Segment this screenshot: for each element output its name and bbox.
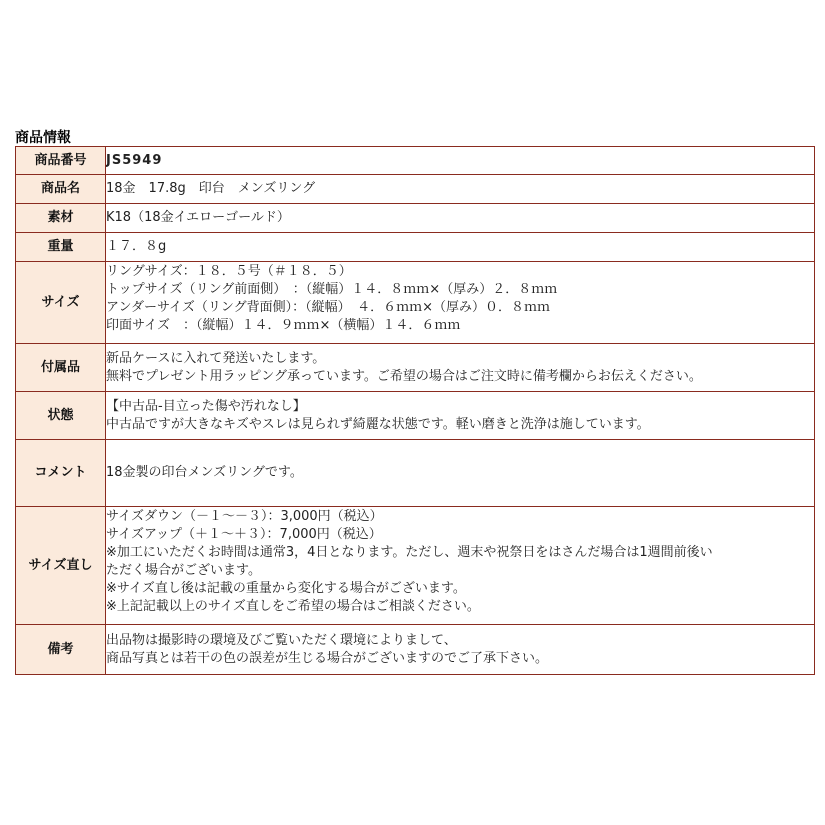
- row-value: [106, 440, 815, 507]
- resize-line: ※サイズ直し後は記載の重量から変化する場合がございます。: [106, 581, 466, 596]
- table-row: [16, 507, 815, 625]
- material: K18（18金イエローゴールド）: [106, 210, 290, 225]
- table-row: [16, 233, 815, 262]
- comment: 18金製の印台メンズリングです。: [106, 465, 303, 480]
- product-number: JS5949: [106, 152, 163, 168]
- resize-line: サイズダウン（－１～－３）：3,000円（税込）: [106, 509, 383, 524]
- table-row: [16, 625, 815, 675]
- table-row: [16, 392, 815, 440]
- row-value: [106, 233, 815, 262]
- row-label: 重量: [16, 233, 106, 262]
- note-line: 出品物は撮影時の環境及びご覧いただく環境によりまして、: [106, 632, 457, 648]
- accessory-line: 新品ケースに入れて発送いたします。: [106, 350, 326, 366]
- row-label: サイズ直し: [16, 507, 106, 625]
- top-size: トップサイズ（リング前面側） ：（縦幅）１４．８ｍｍ×（厚み）２．８ｍｍ: [106, 282, 558, 297]
- section-title: 商品情報: [15, 130, 71, 146]
- row-value: [106, 625, 815, 675]
- resize-line: ただく場合がございます。: [106, 563, 261, 578]
- row-value: [106, 204, 815, 233]
- row-label: 状態: [16, 392, 106, 440]
- table-row: [16, 175, 815, 204]
- row-label: 商品名: [16, 175, 106, 204]
- resize-line: サイズアップ（＋１～＋３）：7,000円（税込）: [106, 527, 382, 542]
- product-info-table: [15, 146, 815, 675]
- face-size: 印面サイズ ：（縦幅）１４．９ｍｍ×（横幅）１４．６ｍｍ: [106, 318, 461, 333]
- row-label: サイズ: [16, 262, 106, 344]
- condition-line: 中古品ですが大きなキズやスレは見られず綺麗な状態です。軽い磨きと洗浄は施しています。: [106, 416, 650, 432]
- row-value: [106, 507, 815, 625]
- row-label: 素材: [16, 204, 106, 233]
- weight: １７．８g: [106, 239, 167, 254]
- row-value: [106, 392, 815, 440]
- row-label: 付属品: [16, 344, 106, 392]
- condition-line: 【中古品-目立った傷や汚れなし】: [106, 398, 306, 414]
- table-row: [16, 262, 815, 344]
- resize-line: ※上記記載以上のサイズ直しをご希望の場合はご相談ください。: [106, 599, 480, 614]
- under-size: アンダーサイズ（リング背面側）：（縦幅） ４．６ｍｍ×（厚み）０．８ｍｍ: [106, 300, 551, 315]
- note-line: 商品写真とは若干の色の誤差が生じる場合がございますのでご了承下さい。: [106, 650, 549, 666]
- row-value: [106, 262, 815, 344]
- row-value: [106, 175, 815, 204]
- table-row: [16, 344, 815, 392]
- table-row: [16, 147, 815, 175]
- row-label: 備考: [16, 625, 106, 675]
- row-value: [106, 344, 815, 392]
- accessory-line: 無料でプレゼント用ラッピング承っています。ご希望の場合はご注文時に備考欄からお伝えください。: [106, 368, 702, 384]
- row-label: 商品番号: [16, 147, 106, 175]
- row-label: コメント: [16, 440, 106, 507]
- ring-size: リングサイズ：１８．５号（＃１８．５）: [106, 264, 352, 279]
- row-value: [106, 147, 815, 175]
- product-name: 18金 17.8g 印台 メンズリング: [106, 181, 316, 196]
- table-row: [16, 440, 815, 507]
- table-row: [16, 204, 815, 233]
- resize-line: ※加工にいただくお時間は通常3，4日となります。ただし、週末や祝祭日をはさんだ場合は1週間前後い: [106, 545, 713, 560]
